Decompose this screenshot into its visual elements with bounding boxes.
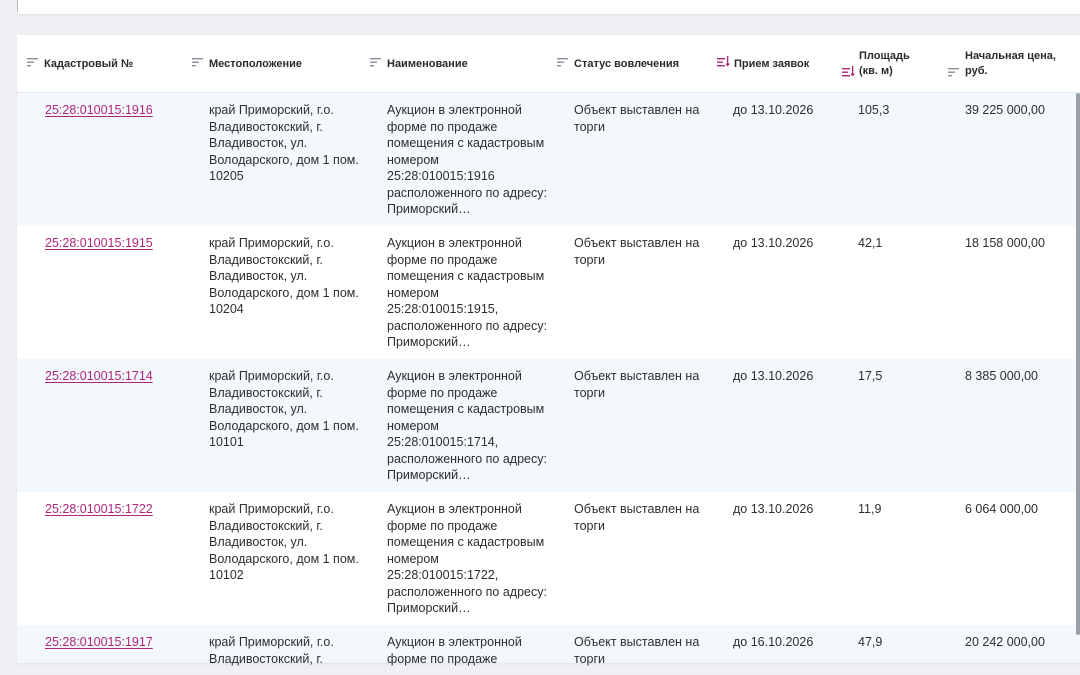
column-header-receipt[interactable]	[717, 35, 809, 93]
table-row[interactable]	[17, 492, 1080, 625]
filter-panel-edge	[17, 0, 1080, 15]
column-header-label: Местоположение	[209, 57, 303, 70]
receipt-cell: до 16.10.2026	[733, 635, 814, 649]
cadastral-number-link[interactable]: 25:28:010015:1722	[45, 502, 153, 516]
cadastral-number-link[interactable]: 25:28:010015:1915	[45, 236, 153, 250]
column-header-cadastral[interactable]	[27, 35, 133, 93]
column-header-label: Наименование	[387, 57, 468, 70]
sort-descending-icon	[842, 66, 855, 78]
column-header-location[interactable]	[192, 35, 302, 93]
objects-table	[17, 35, 1080, 666]
table-row[interactable]	[17, 226, 1080, 359]
name-cell: Аукцион в электронной форме по продаже помещения с кадастровым номером 25:28:010015:1916 расположенного по адресу: Приморский…	[387, 103, 547, 216]
cadastral-number-link[interactable]: 25:28:010015:1916	[45, 103, 153, 117]
name-cell: Аукцион в электронной форме по продаже помещения с кадастровым номером 25:28:010015:1714, расположенного по адресу: Приморский…	[387, 369, 547, 482]
area-cell: 47,9	[858, 635, 883, 649]
name-cell: Аукцион в электронной форме по продаже помещения с кадастровым номером 25:28:010015:1722, расположенного по адресу: Приморский…	[387, 502, 547, 615]
cadastral-number-link[interactable]: 25:28:010015:1714	[45, 369, 153, 383]
price-cell: 39 225 000,00	[965, 103, 1045, 117]
area-cell: 17,5	[858, 369, 883, 383]
column-header-area[interactable]	[842, 35, 910, 93]
sort-lines-icon	[948, 66, 961, 78]
table-row[interactable]	[17, 625, 1080, 666]
receipt-cell: до 13.10.2026	[733, 103, 814, 117]
column-header-label: Статус вовлечения	[574, 57, 680, 70]
status-cell: Объект выставлен на торги	[574, 103, 700, 134]
sort-lines-icon	[27, 56, 40, 68]
table-row[interactable]	[17, 359, 1080, 492]
status-cell: Объект выставлен на торги	[574, 502, 700, 533]
vertical-scrollbar[interactable]	[1076, 93, 1080, 635]
price-cell: 20 242 000,00	[965, 635, 1045, 649]
column-header-name[interactable]	[370, 35, 468, 93]
location-cell: край Приморский, г.о. Владивостокский, г. Владивосток, ул. Володарского, дом 1 пом. 10205	[209, 103, 359, 183]
name-cell: Аукцион в электронной форме по продаже	[387, 635, 522, 666]
sort-lines-icon	[370, 56, 383, 68]
receipt-cell: до 13.10.2026	[733, 236, 814, 250]
status-cell: Объект выставлен на торги	[574, 635, 700, 666]
price-cell: 18 158 000,00	[965, 236, 1045, 250]
receipt-cell: до 13.10.2026	[733, 369, 814, 383]
location-cell: край Приморский, г.о. Владивостокский, г.	[209, 635, 334, 666]
area-cell: 42,1	[858, 236, 883, 250]
area-cell: 105,3	[858, 103, 890, 117]
column-header-label: Начальная цена, руб.	[965, 50, 1056, 77]
column-header-status[interactable]	[557, 35, 679, 93]
name-cell: Аукцион в электронной форме по продаже помещения с кадастровым номером 25:28:010015:1915, расположенного по адресу: Приморский…	[387, 236, 547, 349]
price-cell: 6 064 000,00	[965, 502, 1038, 516]
table-header	[17, 35, 1080, 93]
receipt-cell: до 13.10.2026	[733, 502, 814, 516]
cadastral-number-link[interactable]: 25:28:010015:1917	[45, 635, 153, 649]
status-cell: Объект выставлен на торги	[574, 369, 700, 400]
sort-lines-icon	[557, 56, 570, 68]
column-header-label: Прием заявок	[734, 57, 810, 70]
column-header-label: Площадь (кв. м)	[859, 50, 910, 77]
sort-lines-icon	[192, 56, 205, 68]
price-cell: 8 385 000,00	[965, 369, 1038, 383]
column-header-price[interactable]	[948, 35, 1056, 93]
location-cell: край Приморский, г.о. Владивостокский, г. Владивосток, ул. Володарского, дом 1 пом. 10204	[209, 236, 359, 316]
location-cell: край Приморский, г.о. Владивостокский, г. Владивосток, ул. Володарского, дом 1 пом. 10102	[209, 502, 359, 582]
table-row[interactable]	[17, 93, 1080, 226]
sort-descending-icon	[717, 56, 730, 68]
location-cell: край Приморский, г.о. Владивостокский, г. Владивосток, ул. Володарского, дом 1 пом. 10101	[209, 369, 359, 449]
column-header-label: Кадастровый №	[44, 57, 134, 70]
status-cell: Объект выставлен на торги	[574, 236, 700, 267]
area-cell: 11,9	[858, 502, 882, 516]
